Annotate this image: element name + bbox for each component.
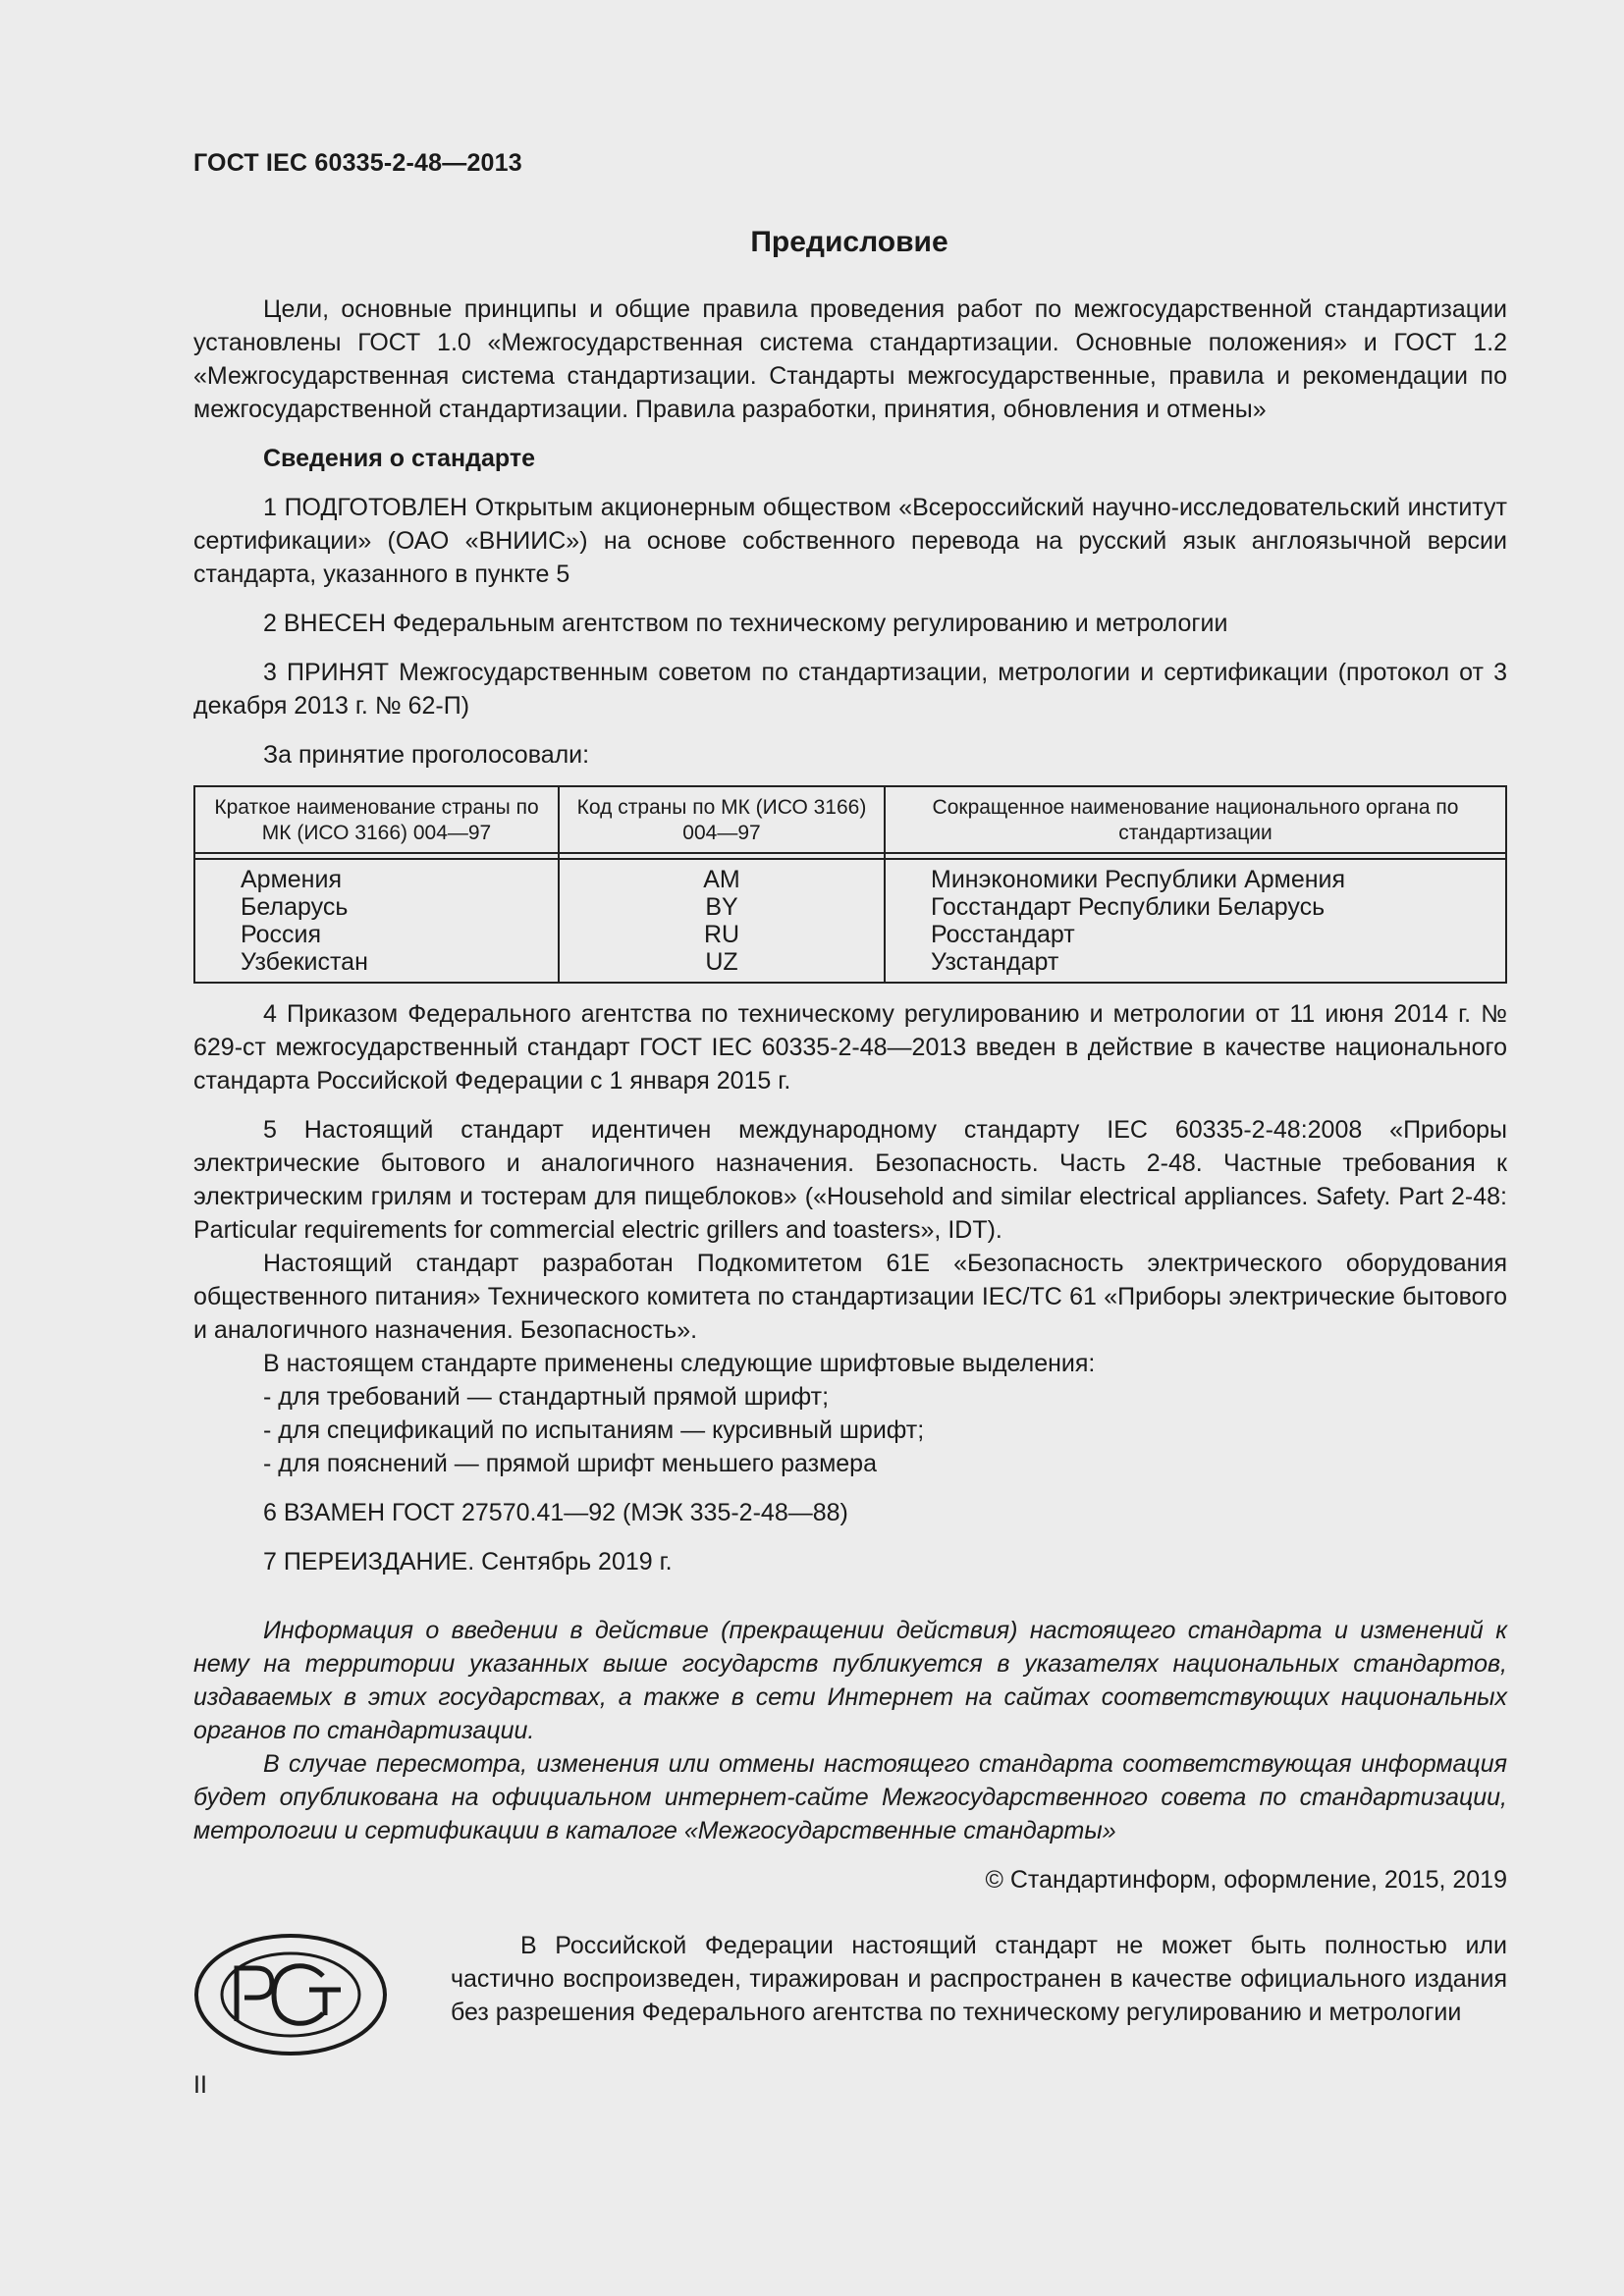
item-2-paragraph: 2 ВНЕСЕН Федеральным агентством по техническому регулированию и метрологии bbox=[263, 610, 1228, 637]
document-code-header: ГОСТ IEC 60335-2-48—2013 bbox=[193, 149, 522, 177]
table-header-body: Сокращенное наименование национального органа по стандартизации bbox=[885, 786, 1506, 853]
country-code: RU bbox=[703, 921, 740, 948]
standards-body: Росстандарт bbox=[931, 921, 1075, 948]
list-item: - для спецификаций по испытаниям — курсивный шрифт; bbox=[263, 1416, 925, 1444]
item-7-paragraph: 7 ПЕРЕИЗДАНИЕ. Сентябрь 2019 г. bbox=[263, 1548, 673, 1575]
item-6-paragraph: 6 ВЗАМЕН ГОСТ 27570.41—92 (МЭК 335-2-48—88) bbox=[263, 1499, 848, 1526]
font-styles-list bbox=[193, 1380, 1507, 1480]
list-item: - для пояснений — прямой шрифт меньшего размера bbox=[263, 1450, 877, 1477]
country-name: Беларусь bbox=[241, 893, 349, 921]
intro-paragraph: Цели, основные принципы и общие правила проведения работ по межгосударственной стандартизации установлены ГОСТ 1.0 «Межгосударственная система стандартизации. Основные положения» и ГОСТ 1.2 «Межгосударственная система стандартизации. Стандарты межгосударственные, правила и рекомендации по межгосударственной стандартизации. Правила разработки, принятия, обновления и отмены» bbox=[193, 295, 1507, 423]
standards-body: Госстандарт Республики Беларусь bbox=[931, 893, 1326, 921]
body-column bbox=[885, 859, 1506, 983]
item-5-subcommittee: Настоящий стандарт разработан Подкомитетом 61E «Безопасность электрического оборудования общественного питания» Технического комитета по стандартизации IEC/TC 61 «Приборы электрические бытового и аналогичного назначения. Безопасность». bbox=[193, 1250, 1507, 1344]
preface-body bbox=[193, 293, 1507, 1896]
country-name: Узбекистан bbox=[241, 948, 368, 976]
reproduction-notice: В Российской Федерации настоящий стандарт не может быть полностью или частично воспроизведен, тиражирован и распространен в качестве официального издания без разрешения Федерального агентства по техническому регулированию и метрологии bbox=[451, 1932, 1507, 2026]
standards-body: Минэкономики Республики Армения bbox=[931, 866, 1346, 893]
item-4-paragraph: 4 Приказом Федерального агентства по техническому регулированию и метрологии от 11 июня 2014 г. № 629-ст межгосударственный стандарт ГОСТ IEC 60335-2-48—2013 введен в действие в качестве национального стандарта Российской Федерации с 1 января 2015 г. bbox=[193, 1000, 1507, 1095]
voted-label: За принятие проголосовали: bbox=[263, 741, 590, 769]
country-name: Россия bbox=[241, 921, 321, 948]
country-name: Армения bbox=[241, 866, 342, 893]
country-code: AM bbox=[703, 866, 740, 893]
standards-body: Узстандарт bbox=[931, 948, 1059, 976]
country-code: UZ bbox=[705, 948, 738, 976]
item-3-paragraph: 3 ПРИНЯТ Межгосударственным советом по стандартизации, метрологии и сертификации (протокол от 3 декабря 2013 г. № 62-П) bbox=[193, 659, 1507, 720]
page-number: II bbox=[193, 2071, 207, 2099]
footer bbox=[193, 1929, 1507, 2056]
rst-certification-logo-icon bbox=[193, 1933, 388, 2056]
item-1-paragraph: 1 ПОДГОТОВЛЕН Открытым акционерным обществом «Всероссийский научно-исследовательский институт сертификации» (ОАО «ВНИИС») на основе собственного перевода на русский язык англоязычной версии стандарта, указанного в пункте 5 bbox=[193, 494, 1507, 588]
copyright-line: © Стандартинформ, оформление, 2015, 2019 bbox=[985, 1866, 1507, 1894]
section-heading: Сведения о стандарте bbox=[263, 445, 536, 472]
country-column bbox=[194, 859, 559, 983]
item-5-fonts-intro: В настоящем стандарте применены следующие шрифтовые выделения: bbox=[263, 1350, 1096, 1377]
info-paragraph-1: Информация о введении в действие (прекращении действия) настоящего стандарта и изменений к нему на территории указанных выше государств публикуется в указателях национальных стандартов, издаваемых в этих государствах, а также в сети Интернет на сайтах соответствующих национальных органов по стандартизации. bbox=[193, 1617, 1507, 1744]
voting-table bbox=[193, 785, 1507, 984]
table-header-row bbox=[194, 786, 1506, 853]
table-header-code: Код страны по МК (ИСО 3166) 004—97 bbox=[559, 786, 885, 853]
page-title: Предисловие bbox=[750, 226, 948, 258]
table-row bbox=[194, 859, 1506, 983]
code-column bbox=[559, 859, 885, 983]
info-paragraph-2: В случае пересмотра, изменения или отмены настоящего стандарта соответствующая информация будет опубликована на официальном интернет-сайте Межгосударственного совета по стандартизации, метрологии и сертификации в каталоге «Межгосударственные стандарты» bbox=[193, 1750, 1507, 1844]
country-code: BY bbox=[705, 893, 738, 921]
table-header-country: Краткое наименование страны по МК (ИСО 3166) 004—97 bbox=[194, 786, 559, 853]
list-item: - для требований — стандартный прямой шрифт; bbox=[263, 1383, 830, 1411]
item-5-paragraph: 5 Настоящий стандарт идентичен международному стандарту IEC 60335-2-48:2008 «Приборы электрические бытового и аналогичного назначения. Безопасность. Часть 2-48. Частные требования к электрическим грилям и тостерам для пищеблоков» («Household and similar electrical appliances. Safety. Part 2-48: Particular requirements for commercial electric grillers and toasters», IDT). bbox=[193, 1116, 1507, 1244]
